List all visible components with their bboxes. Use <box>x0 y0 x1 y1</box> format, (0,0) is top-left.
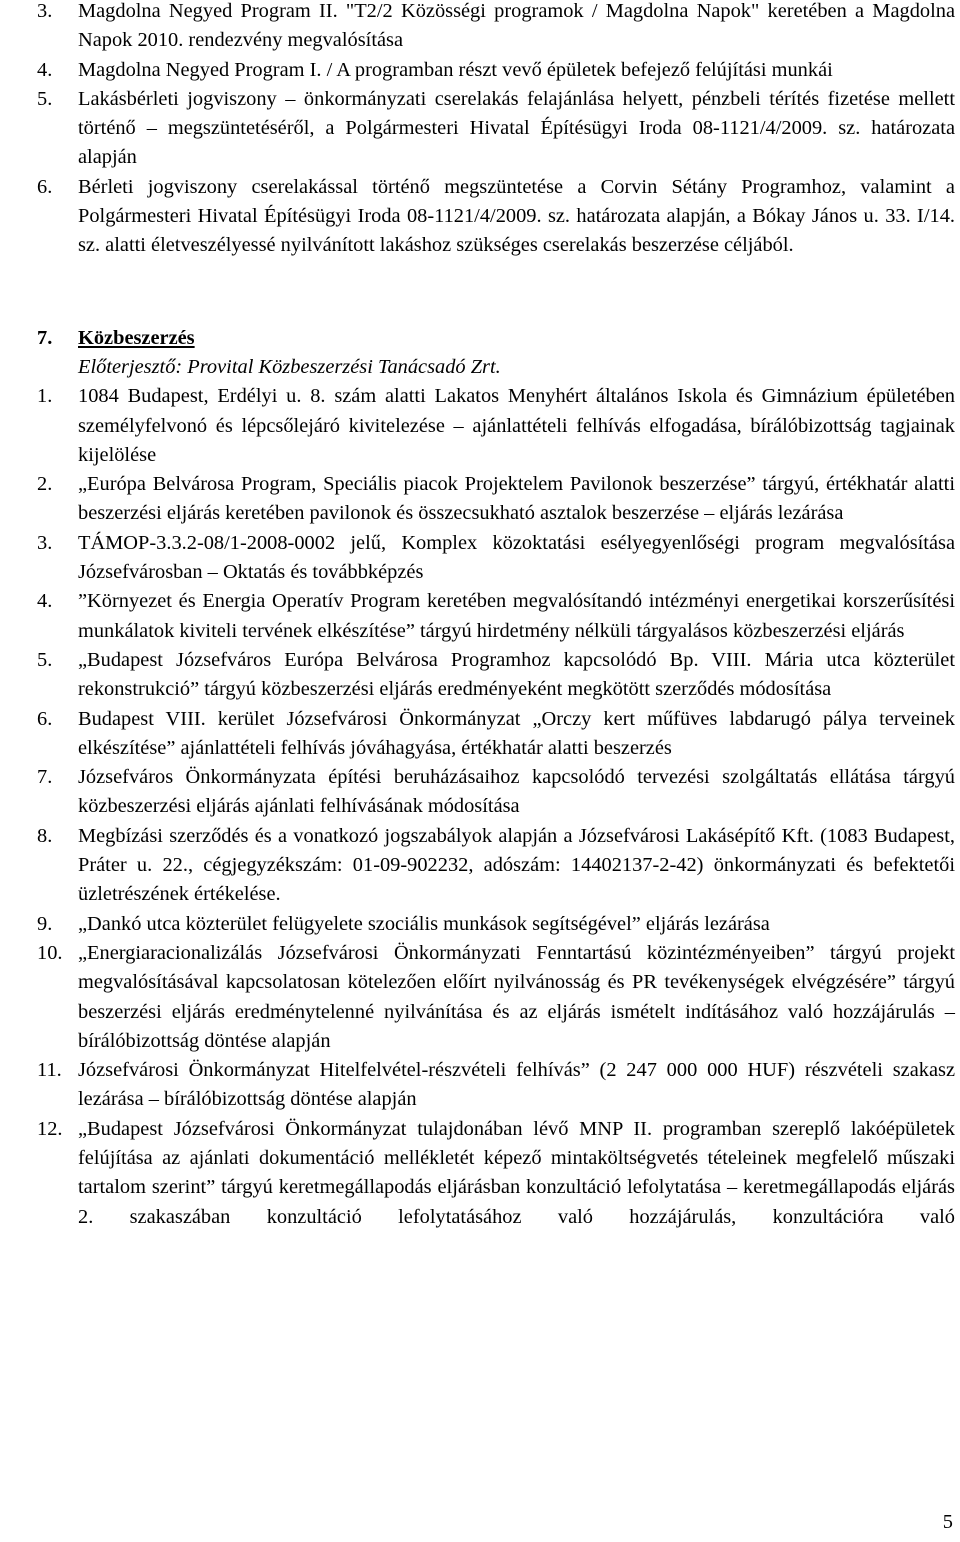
agenda-list-top <box>37 0 955 261</box>
item-text: „Európa Belvárosa Program, Speciális piacok Projektelem Pavilonok beszerzése” tárgyú, értékhatár alatti beszerzési eljárás keretében pavilonok és összecsukható asztalok beszerzése – eljárás lezárása <box>78 473 955 525</box>
item-text: Megbízási szerződés és a vonatkozó jogszabályok alapján a Józsefvárosi Lakásépítő Kft. (1083 Budapest, Práter u. 22., cégjegyzékszám: 01-09-902232, adószám: 14402137-2-42) önkormányzati és befektetői üzletrészének értékelése. <box>78 824 955 906</box>
list-item <box>37 529 955 588</box>
item-text: Lakásbérleti jogviszony – önkormányzati cserelakás felajánlása helyett, pénzbeli térítés fizetése mellett történő – megszüntetéséről, a Polgármesteri Hivatal Építésügyi Iroda 08-1121/4/2009. sz. határozata alapján <box>78 87 955 169</box>
item-number: 6. <box>37 175 53 198</box>
item-number: 3. <box>37 0 53 22</box>
list-item <box>37 763 955 822</box>
item-number: 5. <box>37 87 53 110</box>
item-text: „Budapest Józsefváros Európa Belvárosa Programhoz kapcsolódó Bp. VIII. Mária utca közterület rekonstrukció” tárgyú közbeszerzési eljárás eredményeként megkötött szerződés módosítása <box>78 648 955 701</box>
item-number: 4. <box>37 58 53 81</box>
list-item <box>37 470 955 529</box>
list-item <box>37 587 955 646</box>
item-text: ”Környezet és Energia Operatív Program keretében megvalósítandó intézményi energetikai korszerűsítési munkálatok kiviteli tervének elkészítése” tárgyú hirdetmény nélküli tárgyalásos közbeszerzési eljárás <box>78 590 955 642</box>
item-text: Bérleti jogviszony cserelakással történő megszüntetése a Corvin Sétány Programhoz, valamint a Polgármesteri Hivatal Építésügyi Iroda 08-1121/4/2009. sz. határozata alapján, a Bókay János u. 33. I/14. sz. alatti életveszélyessé nyilvánított lakáshoz szükséges cserelakás beszerzése céljából. <box>78 175 955 257</box>
section-number: 7. <box>37 326 53 349</box>
section-title: Közbeszerzés <box>78 326 195 349</box>
item-text: TÁMOP-3.3.2-08/1-2008-0002 jelű, Komplex közoktatási esélyegyenlőségi program megvalósítása Józsefvárosban – Oktatás és továbbképzés <box>78 531 955 584</box>
document-page <box>37 0 955 1232</box>
item-text: Józsefvárosi Önkormányzat Hitelfelvétel-részvételi felhívás” (2 247 000 000 HUF) részvételi szakasz lezárása – bírálóbizottság döntése alapján <box>78 1059 955 1111</box>
item-text: Budapest VIII. kerület Józsefvárosi Önkormányzat „Orczy kert műfüves labdarugó pálya terveinek elkészítése” ajánlattételi felhívás jóváhagyása, értékhatár alatti beszerzés <box>78 707 955 759</box>
presenter: Előterjesztő: Provital Közbeszerzési Tanácsadó Zrt. <box>78 355 501 378</box>
section-procurement <box>37 324 955 1232</box>
item-text: Magdolna Negyed Program II. "T2/2 Közösségi programok / Magdolna Napok" keretében a Magdolna Napok 2010. rendezvény megvalósítása <box>78 0 955 52</box>
section-heading <box>37 324 955 353</box>
item-text: „Budapest Józsefvárosi Önkormányzat tulajdonában lévő MNP II. programban szereplő lakóépületek felújítása az ajánlati dokumentáció mellékletét képező mintaköltségvetés tételeinek megfelelő műszaki tartalom szerint” tárgyú keretmegállapodás eljárásban konzultáció lefolytatása – keretmegállapodás eljárás 2. szakaszában konzultáció lefolytatásához való hozzájárulás, konzultációra való <box>78 1117 955 1228</box>
item-number: 5. <box>37 648 53 671</box>
list-item <box>37 85 955 173</box>
list-item <box>37 56 955 85</box>
list-item <box>37 822 955 910</box>
item-text: 1084 Budapest, Erdélyi u. 8. szám alatti Lakatos Menyhért általános Iskola és Gimnázium épületében személyfelvonó és lépcsőlejáró kivitelezése – ajánlattételi felhívás elfogadása, bírálóbizottság tagjainak kijelölése <box>78 385 955 466</box>
list-item <box>37 910 955 939</box>
item-number: 3. <box>37 531 53 554</box>
presenter-line <box>37 353 955 382</box>
item-number: 1. <box>37 385 53 408</box>
item-number: 7. <box>37 766 53 789</box>
page-number: 5 <box>942 1511 953 1533</box>
list-item <box>37 1115 955 1232</box>
item-number: 9. <box>37 912 53 935</box>
item-text: „Dankó utca közterület felügyelete szociális munkások segítségével” eljárás lezárása <box>78 912 770 935</box>
item-number: 11. <box>37 1059 62 1082</box>
list-item <box>37 705 955 764</box>
item-text: Magdolna Negyed Program I. / A programban részt vevő épületek befejező felújítási munkái <box>78 58 833 81</box>
item-text: Józsefváros Önkormányzata építési beruházásaihoz kapcsolódó tervezési szolgáltatás ellátása tárgyú közbeszerzési eljárás ajánlati felhívásának módosítása <box>78 766 955 818</box>
item-number: 6. <box>37 707 53 730</box>
list-item <box>37 939 955 1056</box>
list-item <box>37 1056 955 1115</box>
item-number: 8. <box>37 824 53 847</box>
list-item <box>37 0 955 56</box>
list-item <box>37 646 955 705</box>
item-number: 12. <box>37 1117 63 1140</box>
list-item <box>37 382 955 470</box>
procurement-list <box>37 382 955 1232</box>
item-number: 2. <box>37 473 53 496</box>
item-number: 4. <box>37 590 53 613</box>
list-item <box>37 173 955 261</box>
item-text: „Energiaracionalizálás Józsefvárosi Önkormányzati Fenntartású közintézményeiben” tárgyú projekt megvalósításával kapcsolatosan kötelezően előírt nyilvánosság és PR tevékenységek elvégzésére” tárgyú beszerzési eljárás eredménytelenné nyilvánítása és az eljárás ismételt indításához való hozzájárulás – bírálóbizottság döntése alapján <box>78 941 955 1052</box>
item-number: 10. <box>37 941 63 964</box>
